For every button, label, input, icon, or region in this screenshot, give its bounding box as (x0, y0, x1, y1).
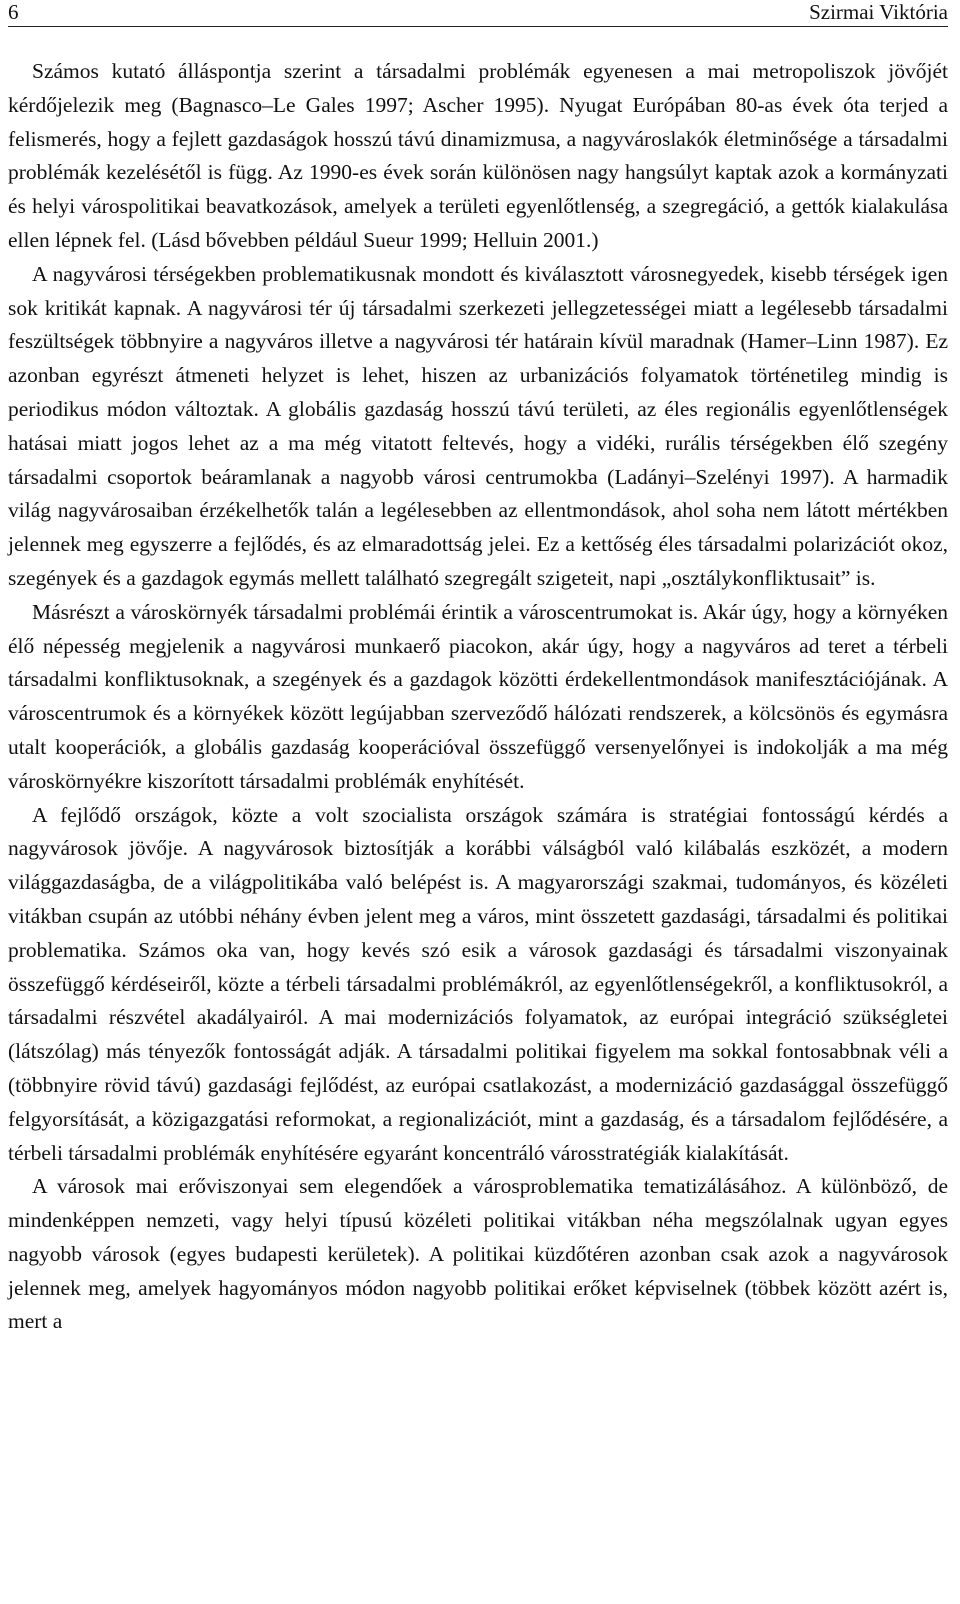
paragraph: A nagyvárosi térségekben problematikusnak mondott és kiválasztott városnegyedek, kisebb térségek igen sok kritikát kapnak. A nagyvárosi tér új társadalmi szerkezeti jellegzetességei miatt a legélesebb társadalmi feszültségek többnyire a nagyváros illetve a nagyvárosi tér határain kívül maradnak (Hamer–Linn 1987). Ez azonban egyrészt átmeneti helyzet is lehet, hiszen az urbanizációs folyamatok történetileg mindig is periodikus módon változtak. A globális gazdaság hosszú távú területi, az éles regionális egyenlőtlenségek hatásai miatt jogos lehet az a ma még vitatott feltevés, hogy a vidéki, rurális térségekben élő szegény társadalmi csoportok beáramlanak a nagyobb városi centrumokba (Ladányi–Szelényi 1997). A harmadik világ nagyvárosaiban érzékelhetők talán a legélesebben az ellentmondások, ahol soha nem látott mértékben jelennek meg egyszerre a fejlődés, és az elmaradottság jelei. Ez a kettőség éles társadalmi polarizációt okoz, szegények és a gazdagok egymás mellett található szegregált szigeteit, napi „osztálykonfliktusait” is. (8, 261, 948, 590)
paragraph: A fejlődő országok, közte a volt szocialista országok számára is stratégiai fontosságú kérdés a nagyvárosok jövője. A nagyvárosok biztosítják a korábbi válságból való kilábalás eszközét, a modern világgazdaságba, de a világpolitikába való belépést is. A magyarországi szakmai, tudományos, és közéleti vitákban csupán az utóbbi néhány évben jelent meg a város, mint összetett gazdasági, társadalmi és politikai problematika. Számos oka van, hogy kevés szó esik a városok gazdasági és társadalmi viszonyainak összefüggő kérdéseiről, közte a térbeli társadalmi problémákról, az egyenlőtlenségekről, a konfliktusokról, a társadalmi részvétel akadályairól. A mai modernizációs folyamatok, az európai integráció szükségletei (látszólag) más tényezők fontosságát adják. A társadalmi politikai figyelem ma sokkal fontosabbnak véli a (többnyire rövid távú) gazdasági fejlődést, az európai csatlakozást, a modernizáció gazdasággal összefüggő felgyorsítását, a közigazgatási reformokat, a regionalizációt, mint a gazdaság, és a társadalom fejlődésére, a térbeli társadalmi problémák enyhítésére egyaránt koncentráló városstratégiák kialakítását. (8, 802, 948, 1165)
body-text (8, 55, 948, 1339)
running-header (8, 0, 948, 27)
running-header-author: Szirmai Viktória (809, 0, 948, 24)
page-number: 6 (8, 0, 19, 24)
paragraph: Számos kutató álláspontja szerint a társadalmi problémák egyenesen a mai metropoliszok jövőjét kérdőjelezik meg (Bagnasco–Le Gales 1997; Ascher 1995). Nyugat Európában 80-as évek óta terjed a felismerés, hogy a fejlett gazdaságok hosszú távú dinamizmusa, a nagyvároslakók életminősége a társadalmi problémák kezelésétől is függ. Az 1990-es évek során különösen nagy hangsúlyt kaptak azok a kormányzati és helyi várospolitikai beavatkozások, amelyek a területi egyenlőtlenség, a szegregáció, a gettók kialakulása ellen lépnek fel. (Lásd bővebben például Sueur 1999; Helluin 2001.) (8, 59, 948, 252)
paragraph: A városok mai erőviszonyai sem elegendőek a városproblematika tematizálásához. A különböző, de mindenképpen nemzeti, vagy helyi típusú közéleti politikai vitákban néha megszólalnak ugyan egyes nagyobb városok (egyes budapesti kerületek). A politikai küzdőtéren azonban csak azok a nagyvárosok jelennek meg, amelyek hagyományos módon nagyobb politikai erőket képviselnek (többek között azért is, mert a (8, 1174, 948, 1334)
paragraph: Másrészt a városkörnyék társadalmi problémái érintik a városcentrumokat is. Akár úgy, hogy a környéken élő népesség megjelenik a nagyvárosi munkaerő piacokon, akár úgy, hogy a nagyváros ad teret a térbeli társadalmi konfliktusoknak, a szegények és a gazdagok közötti érdekellentmondások manifesztációjának. A városcentrumok és a környékek között legújabban szerveződő hálózati rendszerek, a kölcsönös és egymásra utalt kooperációk, a globális gazdaság kooperációval összefüggő versenyelőnyei is indokolják a ma még városkörnyékre kiszorított társadalmi problémák enyhítését. (8, 599, 948, 793)
